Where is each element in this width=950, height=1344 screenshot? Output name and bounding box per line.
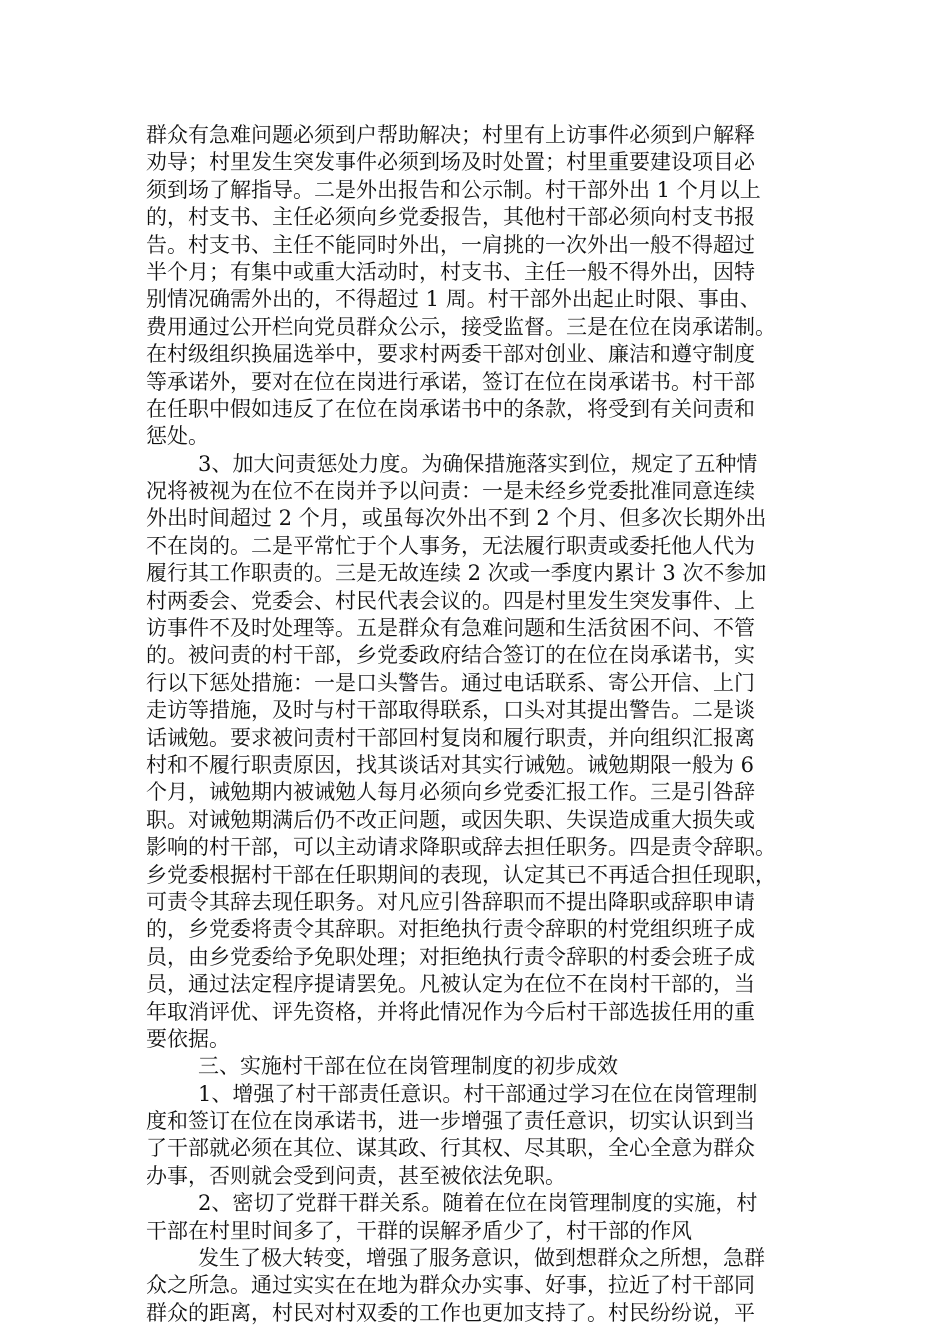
text-line: 惩处。 [146,424,209,449]
text-line: 费用通过公开栏向党员群众公示，接受监督。三是在位在岗承诺制。 [146,314,776,339]
text-line: 众之所急。通过实实在在地为群众办实事、好事，拉近了村干部同 [146,1273,755,1298]
text-line: 况将被视为在位不在岗并予以问责：一是未经乡党委批准同意连续 [146,479,755,504]
text-line: 的。被问责的村干部，乡党委政府结合签订的在位在岗承诺书，实 [146,643,755,668]
text-line: 干部在村里时间多了，干群的误解矛盾少了，村干部的作风 [146,1218,692,1243]
text-line: 话诫勉。要求被问责村干部回村复岗和履行职责，并向组织汇报离 [146,725,755,750]
text-line: 员，通过法定程序提请罢免。凡被认定为在位不在岗村干部的，当 [146,972,755,997]
text-line: 须到场了解指导。二是外出报告和公示制。村干部外出 1 个月以上 [146,177,761,202]
text-line: 三、实施村干部在位在岗管理制度的初步成效 [198,1054,618,1079]
text-line: 要依据。 [146,1026,230,1051]
text-line: 年取消评优、评先资格，并将此情况作为今后村干部选拔任用的重 [146,999,755,1024]
text-line: 员，由乡党委给予免职处理；对拒绝执行责令辞职的村委会班子成 [146,944,755,969]
text-line: 在村级组织换届选举中，要求村两委干部对创业、廉洁和遵守制度 [146,342,755,367]
text-line: 劝导；村里发生突发事件必须到场及时处置；村里重要建设项目必 [146,150,755,175]
text-line: 履行其工作职责的。三是无故连续 2 次或一季度内累计 3 次不参加 [146,561,767,586]
text-line: 走访等措施，及时与村干部取得联系，口头对其提出警告。二是谈 [146,698,755,723]
document-body [146,122,826,1327]
text-line: 1、增强了村干部责任意识。村干部通过学习在位在岗管理制 [198,1081,758,1106]
text-line: 个月，诫勉期内被诫勉人每月必须向乡党委汇报工作。三是引咎辞 [146,780,755,805]
text-line: 发生了极大转变，增强了服务意识，做到想群众之所想，急群 [198,1246,765,1271]
text-line: 群众有急难问题必须到户帮助解决；村里有上访事件必须到户解释 [146,123,755,147]
text-line: 在任职中假如违反了在位在岗承诺书中的条款，将受到有关问责和 [146,396,755,421]
text-line: 职。对诫勉期满后仍不改正问题，或因失职、失误造成重大损失或 [146,807,755,832]
text-line: 2、密切了党群干群关系。随着在位在岗管理制度的实施，村 [198,1191,758,1216]
text-line: 不在岗的。二是平常忙于个人事务，无法履行职责或委托他人代为 [146,533,755,558]
text-line: 的，乡党委将责令其辞职。对拒绝执行责令辞职的村党组织班子成 [146,917,755,942]
text-line: 半个月；有集中或重大活动时，村支书、主任一般不得外出，因特 [146,259,755,284]
text-line: 别情况确需外出的，不得超过 1 周。村干部外出起止时限、事由、 [146,287,761,312]
text-line: 的，村支书、主任必须向乡党委报告，其他村干部必须向村支书报 [146,205,755,230]
text-line: 了干部就必须在其位、谋其政、行其权、尽其职，全心全意为群众 [146,1136,755,1161]
text-line: 影响的村干部，可以主动请求降职或辞去担任职务。四是责令辞职。 [146,835,776,860]
text-line: 行以下惩处措施：一是口头警告。通过电话联系、寄公开信、上门 [146,670,755,695]
text-line: 村和不履行职责原因，找其谈话对其实行诫勉。诫勉期限一般为 6 [146,752,755,777]
text-line: 办事，否则就会受到问责，甚至被依法免职。 [146,1163,566,1188]
text-line: 度和签订在位在岗承诺书，进一步增强了责任意识，切实认识到当 [146,1109,755,1134]
text-line: 访事件不及时处理等。五是群众有急难问题和生活贫困不问、不管 [146,616,755,641]
text-line: 可责令其辞去现任职务。对凡应引咎辞职而不提出降职或辞职申请 [146,889,755,914]
text-line: 告。村支书、主任不能同时外出，一肩挑的一次外出一般不得超过 [146,232,755,257]
text-line: 乡党委根据村干部在任职期间的表现，认定其已不再适合担任现职， [146,862,776,887]
text-line: 3、加大问责惩处力度。为确保措施落实到位，规定了五种情 [198,451,758,476]
text-line: 外出时间超过 2 个月，或虽每次外出不到 2 个月、但多次长期外出 [146,506,767,531]
text-line: 群众的距离，村民对村双委的工作也更加支持了。村民纷纷说，平 [146,1300,755,1325]
text-line: 等承诺外，要对在位在岗进行承诺，签订在位在岗承诺书。村干部 [146,369,755,394]
text-line: 村两委会、党委会、村民代表会议的。四是村里发生突发事件、上 [146,588,755,613]
